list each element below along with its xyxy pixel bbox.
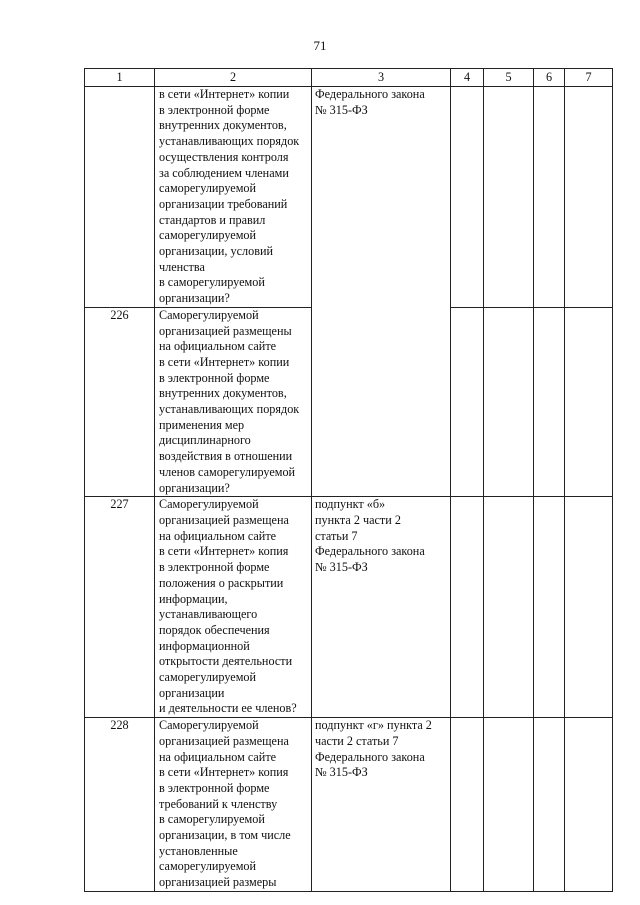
column-header-6: 6 [534,69,565,87]
question-text: Саморегулируемой организацией размещены на официальном сайте в сети «Интернет» копии в электронной форме внутренних документов, устанавливающих порядок применения мер дисциплинарного воздействия в отношении членов саморегулируемой организации? [155,307,312,496]
empty-cell [451,87,484,308]
empty-cell [565,718,613,892]
empty-cell [451,718,484,892]
legal-reference: подпункт «г» пункта 2 части 2 статьи 7 Федерального закона № 315-ФЗ [312,718,451,892]
table-header-row [85,69,613,87]
column-header-4: 4 [451,69,484,87]
row-number [85,87,155,308]
empty-cell [565,307,613,496]
table-row [85,497,613,718]
column-header-5: 5 [484,69,534,87]
empty-cell [484,718,534,892]
table-row [85,718,613,892]
table-row [85,87,613,308]
column-header-7: 7 [565,69,613,87]
empty-cell [534,307,565,496]
legal-reference: Федерального закона № 315-ФЗ [312,87,451,497]
empty-cell [451,307,484,496]
empty-cell [484,87,534,308]
column-header-2: 2 [155,69,312,87]
checklist-table [84,68,613,892]
row-number: 226 [85,307,155,496]
column-header-1: 1 [85,69,155,87]
question-text: Саморегулируемой организацией размещена на официальном сайте в сети «Интернет» копия в электронной форме положения о раскрытии информации, устанавливающего порядок обеспечения информационной открытости деятельности саморегулируемой организации и деятельности ее членов? [155,497,312,718]
row-number: 228 [85,718,155,892]
column-header-3: 3 [312,69,451,87]
empty-cell [484,307,534,496]
empty-cell [565,87,613,308]
empty-cell [484,497,534,718]
empty-cell [534,87,565,308]
empty-cell [565,497,613,718]
empty-cell [534,497,565,718]
empty-cell [451,497,484,718]
page-number: 71 [313,38,327,53]
row-number: 227 [85,497,155,718]
empty-cell [534,718,565,892]
question-text: в сети «Интернет» копии в электронной форме внутренних документов, устанавливающих порядок осуществления контроля за соблюдением членами саморегулируемой организации требований стандартов и правил саморегулируемой организации, условий членства в саморегулируемой организации? [155,87,312,308]
legal-reference: подпункт «б» пункта 2 части 2 статьи 7 Федерального закона № 315-ФЗ [312,497,451,718]
question-text: Саморегулируемой организацией размещена на официальном сайте в сети «Интернет» копия в электронной форме требований к членству в саморегулируемой организации, в том числе установленные саморегулируемой организацией размеры [155,718,312,892]
